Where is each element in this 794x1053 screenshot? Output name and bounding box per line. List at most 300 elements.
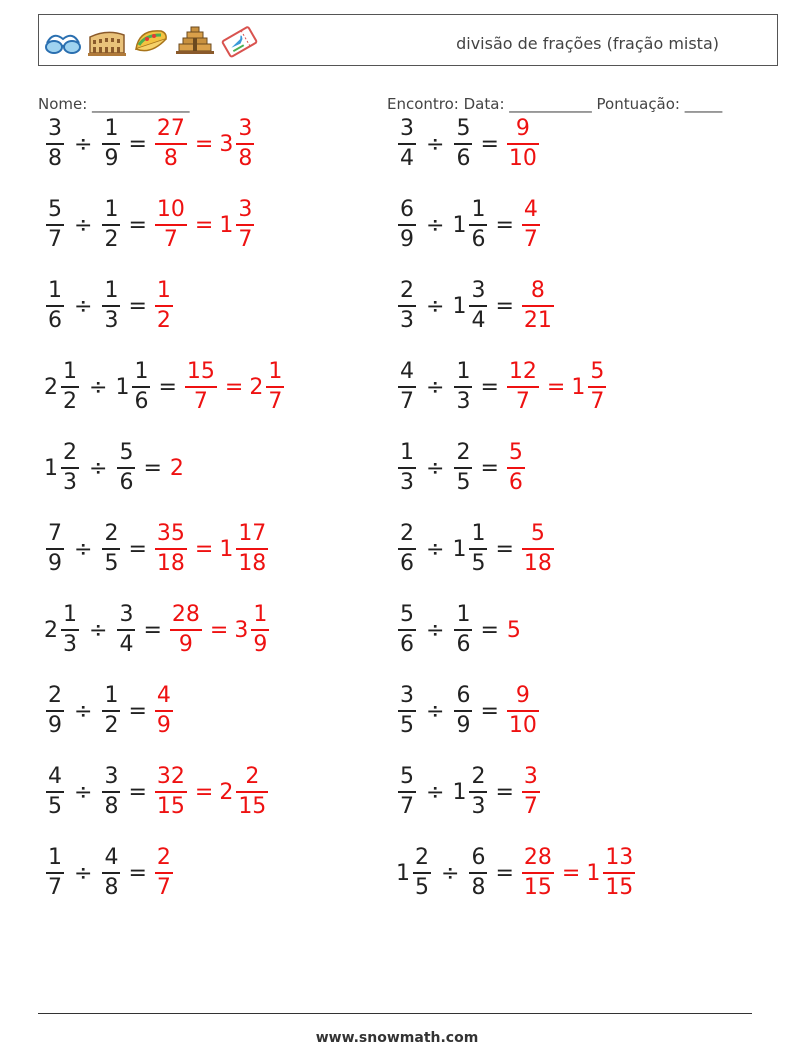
equals-sign: = (143, 617, 162, 643)
equals-sign: = (143, 455, 162, 481)
fraction-bar (236, 791, 268, 793)
divisor-fraction-numerator: 2 (104, 521, 119, 547)
header-icons (43, 21, 259, 61)
divisor-fraction (102, 198, 120, 252)
dividend-fraction-numerator: 2 (400, 278, 414, 304)
answer-fraction-denominator: 8 (163, 145, 178, 171)
divisor-fraction-numerator: 1 (471, 197, 486, 223)
answer (505, 360, 608, 414)
dividend-fraction-numerator: 3 (400, 116, 414, 142)
answer-fraction (522, 765, 540, 819)
fraction-bar (398, 305, 416, 307)
problem-item (44, 600, 271, 660)
divisor-fraction (469, 765, 487, 819)
answer (153, 684, 175, 738)
dividend-fraction-numerator: 1 (63, 359, 77, 385)
answer (505, 684, 541, 738)
problem-item (396, 357, 608, 417)
equals-sign: = (128, 779, 147, 805)
answer-fraction (185, 360, 217, 414)
divisor-fraction-numerator: 1 (471, 521, 486, 547)
equals-sign: = (158, 374, 177, 400)
answer-fraction (522, 198, 540, 252)
answer-mixed-fraction-denominator: 15 (605, 874, 634, 900)
answer-mixed-fraction (236, 765, 268, 819)
problem-item (44, 519, 270, 579)
answer (153, 522, 270, 576)
taco-icon (131, 21, 171, 61)
answer-mixed-fraction-whole: 3 (234, 617, 249, 643)
divisor-fraction-denominator: 5 (456, 469, 471, 495)
answer-fraction-denominator: 9 (178, 631, 193, 657)
fraction-bar (507, 710, 539, 712)
dividend-fraction (46, 198, 64, 252)
answer-fraction (507, 684, 539, 738)
dividend-fraction-whole: 1 (44, 455, 58, 481)
divisor-fraction-denominator: 6 (456, 145, 471, 171)
answer-fraction (522, 522, 554, 576)
division-sign: ÷ (74, 212, 93, 238)
answer (153, 117, 256, 171)
dividend-fraction (398, 198, 416, 252)
divisor-fraction-denominator: 5 (104, 550, 119, 576)
divisor-fraction (454, 441, 472, 495)
dividend-fraction-numerator: 3 (48, 116, 62, 142)
fraction-bar (155, 305, 173, 307)
problem-item (396, 762, 542, 822)
answer (153, 846, 175, 900)
answer-fraction-numerator: 5 (530, 521, 545, 547)
divisor-fraction (102, 846, 120, 900)
dividend-fraction-numerator: 7 (48, 521, 62, 547)
dividend-fraction-denominator: 9 (48, 550, 62, 576)
fraction-bar (603, 872, 635, 874)
answer-equals-sign: = (194, 536, 214, 562)
dividend-fraction (46, 279, 64, 333)
division-sign: ÷ (426, 131, 445, 157)
answer-mixed-fraction-numerator: 17 (238, 521, 267, 547)
answer-fraction-numerator: 35 (156, 521, 185, 547)
fraction-bar (155, 548, 187, 550)
answer-fraction-numerator: 8 (530, 278, 545, 304)
answer-fraction-numerator: 1 (156, 278, 171, 304)
divisor-fraction-whole: 1 (452, 293, 467, 319)
answer-mixed-fraction (251, 603, 269, 657)
answer-mixed-fraction-numerator: 1 (268, 359, 283, 385)
answer-mixed-fraction-whole: 2 (249, 374, 264, 400)
equals-sign: = (480, 131, 499, 157)
answer (520, 198, 542, 252)
answer-fraction-numerator: 10 (156, 197, 185, 223)
dividend-fraction-denominator: 9 (48, 712, 62, 738)
divisor-fraction-numerator: 1 (104, 116, 119, 142)
fraction-bar (155, 224, 187, 226)
fraction-bar (46, 305, 64, 307)
fraction-bar (522, 791, 540, 793)
fraction-bar (46, 791, 64, 793)
division-sign: ÷ (441, 860, 460, 886)
answer-fraction (522, 279, 554, 333)
answer-mixed-fraction-denominator: 9 (253, 631, 268, 657)
answer-fraction (155, 522, 187, 576)
dividend-fraction (398, 522, 416, 576)
division-sign: ÷ (426, 536, 445, 562)
answer-mixed-fraction-denominator: 7 (590, 388, 605, 414)
division-sign: ÷ (74, 779, 93, 805)
answer (153, 765, 270, 819)
divisor-fraction-denominator: 6 (134, 388, 149, 414)
answer-mixed-fraction-numerator: 2 (245, 764, 260, 790)
dividend-fraction-numerator: 1 (400, 440, 414, 466)
divisor-fraction-whole: 1 (452, 212, 467, 238)
answer-fraction-denominator: 7 (156, 874, 171, 900)
answer-fraction-denominator: 7 (163, 226, 178, 252)
problem-item (44, 681, 175, 741)
divisor-fraction (102, 522, 120, 576)
answer-fraction (155, 279, 173, 333)
fraction-bar (102, 305, 120, 307)
fraction-bar (454, 629, 472, 631)
problem-item (44, 195, 256, 255)
divisor-fraction-denominator: 3 (456, 388, 471, 414)
answer-fraction-denominator: 7 (523, 226, 538, 252)
answer (168, 603, 271, 657)
answer-mixed-fraction-whole: 1 (571, 374, 586, 400)
plane-ticket-icon (219, 21, 259, 61)
answer (153, 198, 256, 252)
division-sign: ÷ (89, 374, 108, 400)
answer-mixed-fraction (236, 198, 254, 252)
glasses-icon (43, 21, 83, 61)
fraction-bar (522, 872, 554, 874)
dividend-fraction (398, 279, 416, 333)
divisor-fraction-numerator: 5 (119, 440, 134, 466)
dividend-fraction (413, 846, 431, 900)
divisor-fraction-denominator: 4 (119, 631, 134, 657)
fraction-bar (102, 791, 120, 793)
answer-fraction-denominator: 7 (523, 793, 538, 819)
answer (505, 618, 521, 643)
answer (520, 522, 556, 576)
footer-url: www.snowmath.com (315, 1030, 479, 1046)
problem-item (44, 438, 184, 498)
dividend-fraction-numerator: 3 (400, 683, 414, 709)
answer-mixed-fraction (603, 846, 635, 900)
answer-fraction-denominator: 18 (523, 550, 552, 576)
fraction-bar (469, 224, 487, 226)
dividend-fraction-denominator: 9 (400, 226, 414, 252)
answer (505, 441, 527, 495)
answer-fraction-denominator: 21 (523, 307, 552, 333)
problem-item (396, 600, 521, 660)
divisor-fraction (469, 279, 487, 333)
answer-fraction (522, 846, 554, 900)
equals-sign: = (128, 536, 147, 562)
answer-integer: 2 (169, 455, 184, 481)
answer-mixed-fraction-denominator: 15 (238, 793, 267, 819)
divisor-fraction-denominator: 6 (456, 631, 471, 657)
fraction-bar (102, 548, 120, 550)
divisor-fraction-denominator: 2 (104, 712, 119, 738)
problem-item (396, 438, 527, 498)
problem-item (396, 843, 637, 903)
answer-equals-sign: = (209, 617, 229, 643)
dividend-fraction-whole: 2 (44, 374, 58, 400)
dividend-fraction-numerator: 5 (400, 764, 414, 790)
fraction-bar (170, 629, 202, 631)
division-sign: ÷ (74, 536, 93, 562)
problem-item (396, 519, 556, 579)
dividend-fraction-denominator: 2 (63, 388, 77, 414)
answer-mixed-fraction-whole: 1 (219, 212, 234, 238)
division-sign: ÷ (426, 293, 445, 319)
dividend-fraction (46, 846, 64, 900)
answer-mixed-fraction-denominator: 18 (238, 550, 267, 576)
answer-fraction-denominator: 15 (156, 793, 185, 819)
dividend-fraction-denominator: 6 (400, 631, 414, 657)
equals-sign: = (128, 131, 147, 157)
fraction-bar (398, 143, 416, 145)
fraction-bar (469, 872, 487, 874)
fraction-bar (61, 467, 79, 469)
divisor-fraction-denominator: 8 (104, 874, 119, 900)
fraction-bar (117, 467, 135, 469)
answer-mixed-fraction-numerator: 3 (238, 197, 253, 223)
answer-equals-sign: = (194, 131, 214, 157)
answer (520, 279, 556, 333)
divisor-fraction (469, 522, 487, 576)
answer-mixed-fraction (236, 522, 268, 576)
dividend-fraction-numerator: 6 (400, 197, 414, 223)
answer-fraction-numerator: 9 (515, 116, 530, 142)
problem-item (44, 114, 256, 174)
fraction-bar (155, 143, 187, 145)
answer-equals-sign: = (224, 374, 244, 400)
divisor-fraction-numerator: 1 (104, 197, 119, 223)
dividend-fraction-denominator: 5 (400, 712, 414, 738)
answer-mixed-fraction-numerator: 3 (238, 116, 253, 142)
fraction-bar (522, 548, 554, 550)
fraction-bar (251, 629, 269, 631)
fraction-bar (398, 710, 416, 712)
answer-mixed-fraction-denominator: 7 (238, 226, 253, 252)
divisor-fraction-numerator: 1 (104, 278, 119, 304)
problem-item (44, 762, 270, 822)
answer-mixed-fraction-numerator: 13 (605, 845, 634, 871)
division-sign: ÷ (426, 617, 445, 643)
fraction-bar (507, 143, 539, 145)
answer-mixed-fraction-numerator: 5 (590, 359, 605, 385)
answer-mixed-fraction-denominator: 8 (238, 145, 253, 171)
dividend-fraction-denominator: 5 (415, 874, 429, 900)
divisor-fraction-whole: 1 (452, 779, 467, 805)
problem-item (396, 114, 541, 174)
worksheet-header (38, 14, 778, 66)
division-sign: ÷ (74, 131, 93, 157)
fraction-bar (117, 629, 135, 631)
answer (505, 117, 541, 171)
fraction-bar (469, 305, 487, 307)
divisor-fraction-denominator: 2 (104, 226, 119, 252)
divisor-fraction (454, 684, 472, 738)
fraction-bar (398, 224, 416, 226)
dividend-fraction-whole: 2 (44, 617, 58, 643)
answer-fraction-numerator: 4 (523, 197, 538, 223)
dividend-fraction-numerator: 2 (400, 521, 414, 547)
answer-fraction (170, 603, 202, 657)
dividend-fraction (61, 603, 79, 657)
dividend-fraction-numerator: 2 (48, 683, 62, 709)
equals-sign: = (128, 212, 147, 238)
divisor-fraction-denominator: 8 (471, 874, 486, 900)
divisor-fraction-numerator: 3 (119, 602, 134, 628)
equals-sign: = (495, 212, 514, 238)
dividend-fraction-denominator: 5 (48, 793, 62, 819)
dividend-fraction-denominator: 7 (48, 874, 62, 900)
dividend-fraction (46, 765, 64, 819)
fraction-bar (522, 305, 554, 307)
dividend-fraction-numerator: 2 (415, 845, 429, 871)
answer (183, 360, 286, 414)
equals-sign: = (128, 293, 147, 319)
division-sign: ÷ (426, 374, 445, 400)
divisor-fraction (117, 603, 135, 657)
divisor-fraction (132, 360, 150, 414)
fraction-bar (454, 467, 472, 469)
divisor-fraction-denominator: 4 (471, 307, 486, 333)
divisor-fraction-numerator: 1 (104, 683, 119, 709)
worksheet-title: divisão de frações (fração mista) (456, 34, 719, 53)
dividend-fraction-denominator: 3 (400, 469, 414, 495)
division-sign: ÷ (426, 779, 445, 805)
fraction-bar (46, 224, 64, 226)
equals-sign: = (480, 617, 499, 643)
dividend-fraction (46, 522, 64, 576)
fraction-bar (236, 224, 254, 226)
dividend-fraction (46, 117, 64, 171)
divisor-fraction-denominator: 8 (104, 793, 119, 819)
dividend-fraction (61, 360, 79, 414)
dividend-fraction-denominator: 4 (400, 145, 414, 171)
answer-fraction-numerator: 27 (156, 116, 185, 142)
dividend-fraction (398, 603, 416, 657)
divisor-fraction-whole: 1 (115, 374, 130, 400)
answer-fraction-numerator: 3 (523, 764, 538, 790)
division-sign: ÷ (74, 860, 93, 886)
dividend-fraction (398, 765, 416, 819)
answer-mixed-fraction-whole: 1 (586, 860, 601, 886)
fraction-bar (507, 386, 539, 388)
dividend-fraction (398, 441, 416, 495)
date-score-label: Encontro: Data: ___________ Pontuação: _____ (387, 95, 723, 113)
dividend-fraction-numerator: 1 (48, 278, 62, 304)
answer-equals-sign: = (194, 779, 214, 805)
divisor-fraction-denominator: 9 (104, 145, 119, 171)
fraction-bar (46, 710, 64, 712)
answer-fraction-denominator: 9 (156, 712, 171, 738)
fraction-bar (61, 629, 79, 631)
division-sign: ÷ (426, 212, 445, 238)
equals-sign: = (495, 779, 514, 805)
dividend-fraction-denominator: 3 (63, 631, 77, 657)
fraction-bar (61, 386, 79, 388)
fraction-bar (413, 872, 431, 874)
divisor-fraction (117, 441, 135, 495)
fraction-bar (102, 710, 120, 712)
divisor-fraction-whole: 1 (452, 536, 467, 562)
dividend-fraction-denominator: 3 (400, 307, 414, 333)
division-sign: ÷ (74, 293, 93, 319)
fraction-bar (454, 386, 472, 388)
divisor-fraction (469, 846, 487, 900)
division-sign: ÷ (426, 698, 445, 724)
answer-fraction-denominator: 15 (523, 874, 552, 900)
divisor-fraction-numerator: 3 (471, 278, 486, 304)
divisor-fraction (469, 198, 487, 252)
divisor-fraction-numerator: 4 (104, 845, 119, 871)
equals-sign: = (128, 860, 147, 886)
dividend-fraction-denominator: 8 (48, 145, 62, 171)
divisor-fraction-numerator: 1 (134, 359, 149, 385)
dividend-fraction-denominator: 7 (400, 388, 414, 414)
fraction-bar (507, 467, 525, 469)
fraction-bar (155, 791, 187, 793)
answer (520, 846, 637, 900)
answer-mixed-fraction-whole: 1 (219, 536, 234, 562)
divisor-fraction-numerator: 1 (456, 359, 471, 385)
answer-fraction-numerator: 28 (171, 602, 200, 628)
dividend-fraction-numerator: 4 (48, 764, 62, 790)
divisor-fraction-denominator: 6 (471, 226, 486, 252)
dividend-fraction-denominator: 6 (400, 550, 414, 576)
fraction-bar (102, 224, 120, 226)
answer-fraction-numerator: 5 (508, 440, 523, 466)
dividend-fraction-denominator: 3 (63, 469, 77, 495)
equals-sign: = (480, 455, 499, 481)
answer-mixed-fraction (266, 360, 284, 414)
fraction-bar (454, 143, 472, 145)
fraction-bar (185, 386, 217, 388)
fraction-bar (46, 143, 64, 145)
divisor-fraction-numerator: 5 (456, 116, 471, 142)
fraction-bar (398, 791, 416, 793)
divisor-fraction (454, 360, 472, 414)
dividend-fraction (398, 684, 416, 738)
answer-fraction-numerator: 9 (515, 683, 530, 709)
problem-item (396, 681, 541, 741)
dividend-fraction (398, 360, 416, 414)
problem-item (44, 276, 175, 336)
equals-sign: = (480, 374, 499, 400)
fraction-bar (398, 386, 416, 388)
equals-sign: = (495, 536, 514, 562)
answer-equals-sign: = (194, 212, 214, 238)
divisor-fraction (102, 765, 120, 819)
answer-fraction (155, 765, 187, 819)
fraction-bar (469, 791, 487, 793)
divisor-fraction (102, 117, 120, 171)
dividend-fraction-denominator: 7 (400, 793, 414, 819)
answer-fraction-numerator: 4 (156, 683, 171, 709)
fraction-bar (522, 224, 540, 226)
fraction-bar (155, 710, 173, 712)
division-sign: ÷ (426, 455, 445, 481)
dividend-fraction-numerator: 4 (400, 359, 414, 385)
answer (168, 456, 184, 481)
dividend-fraction-numerator: 5 (48, 197, 62, 223)
answer-equals-sign: = (561, 860, 581, 886)
answer-fraction-denominator: 10 (508, 712, 537, 738)
